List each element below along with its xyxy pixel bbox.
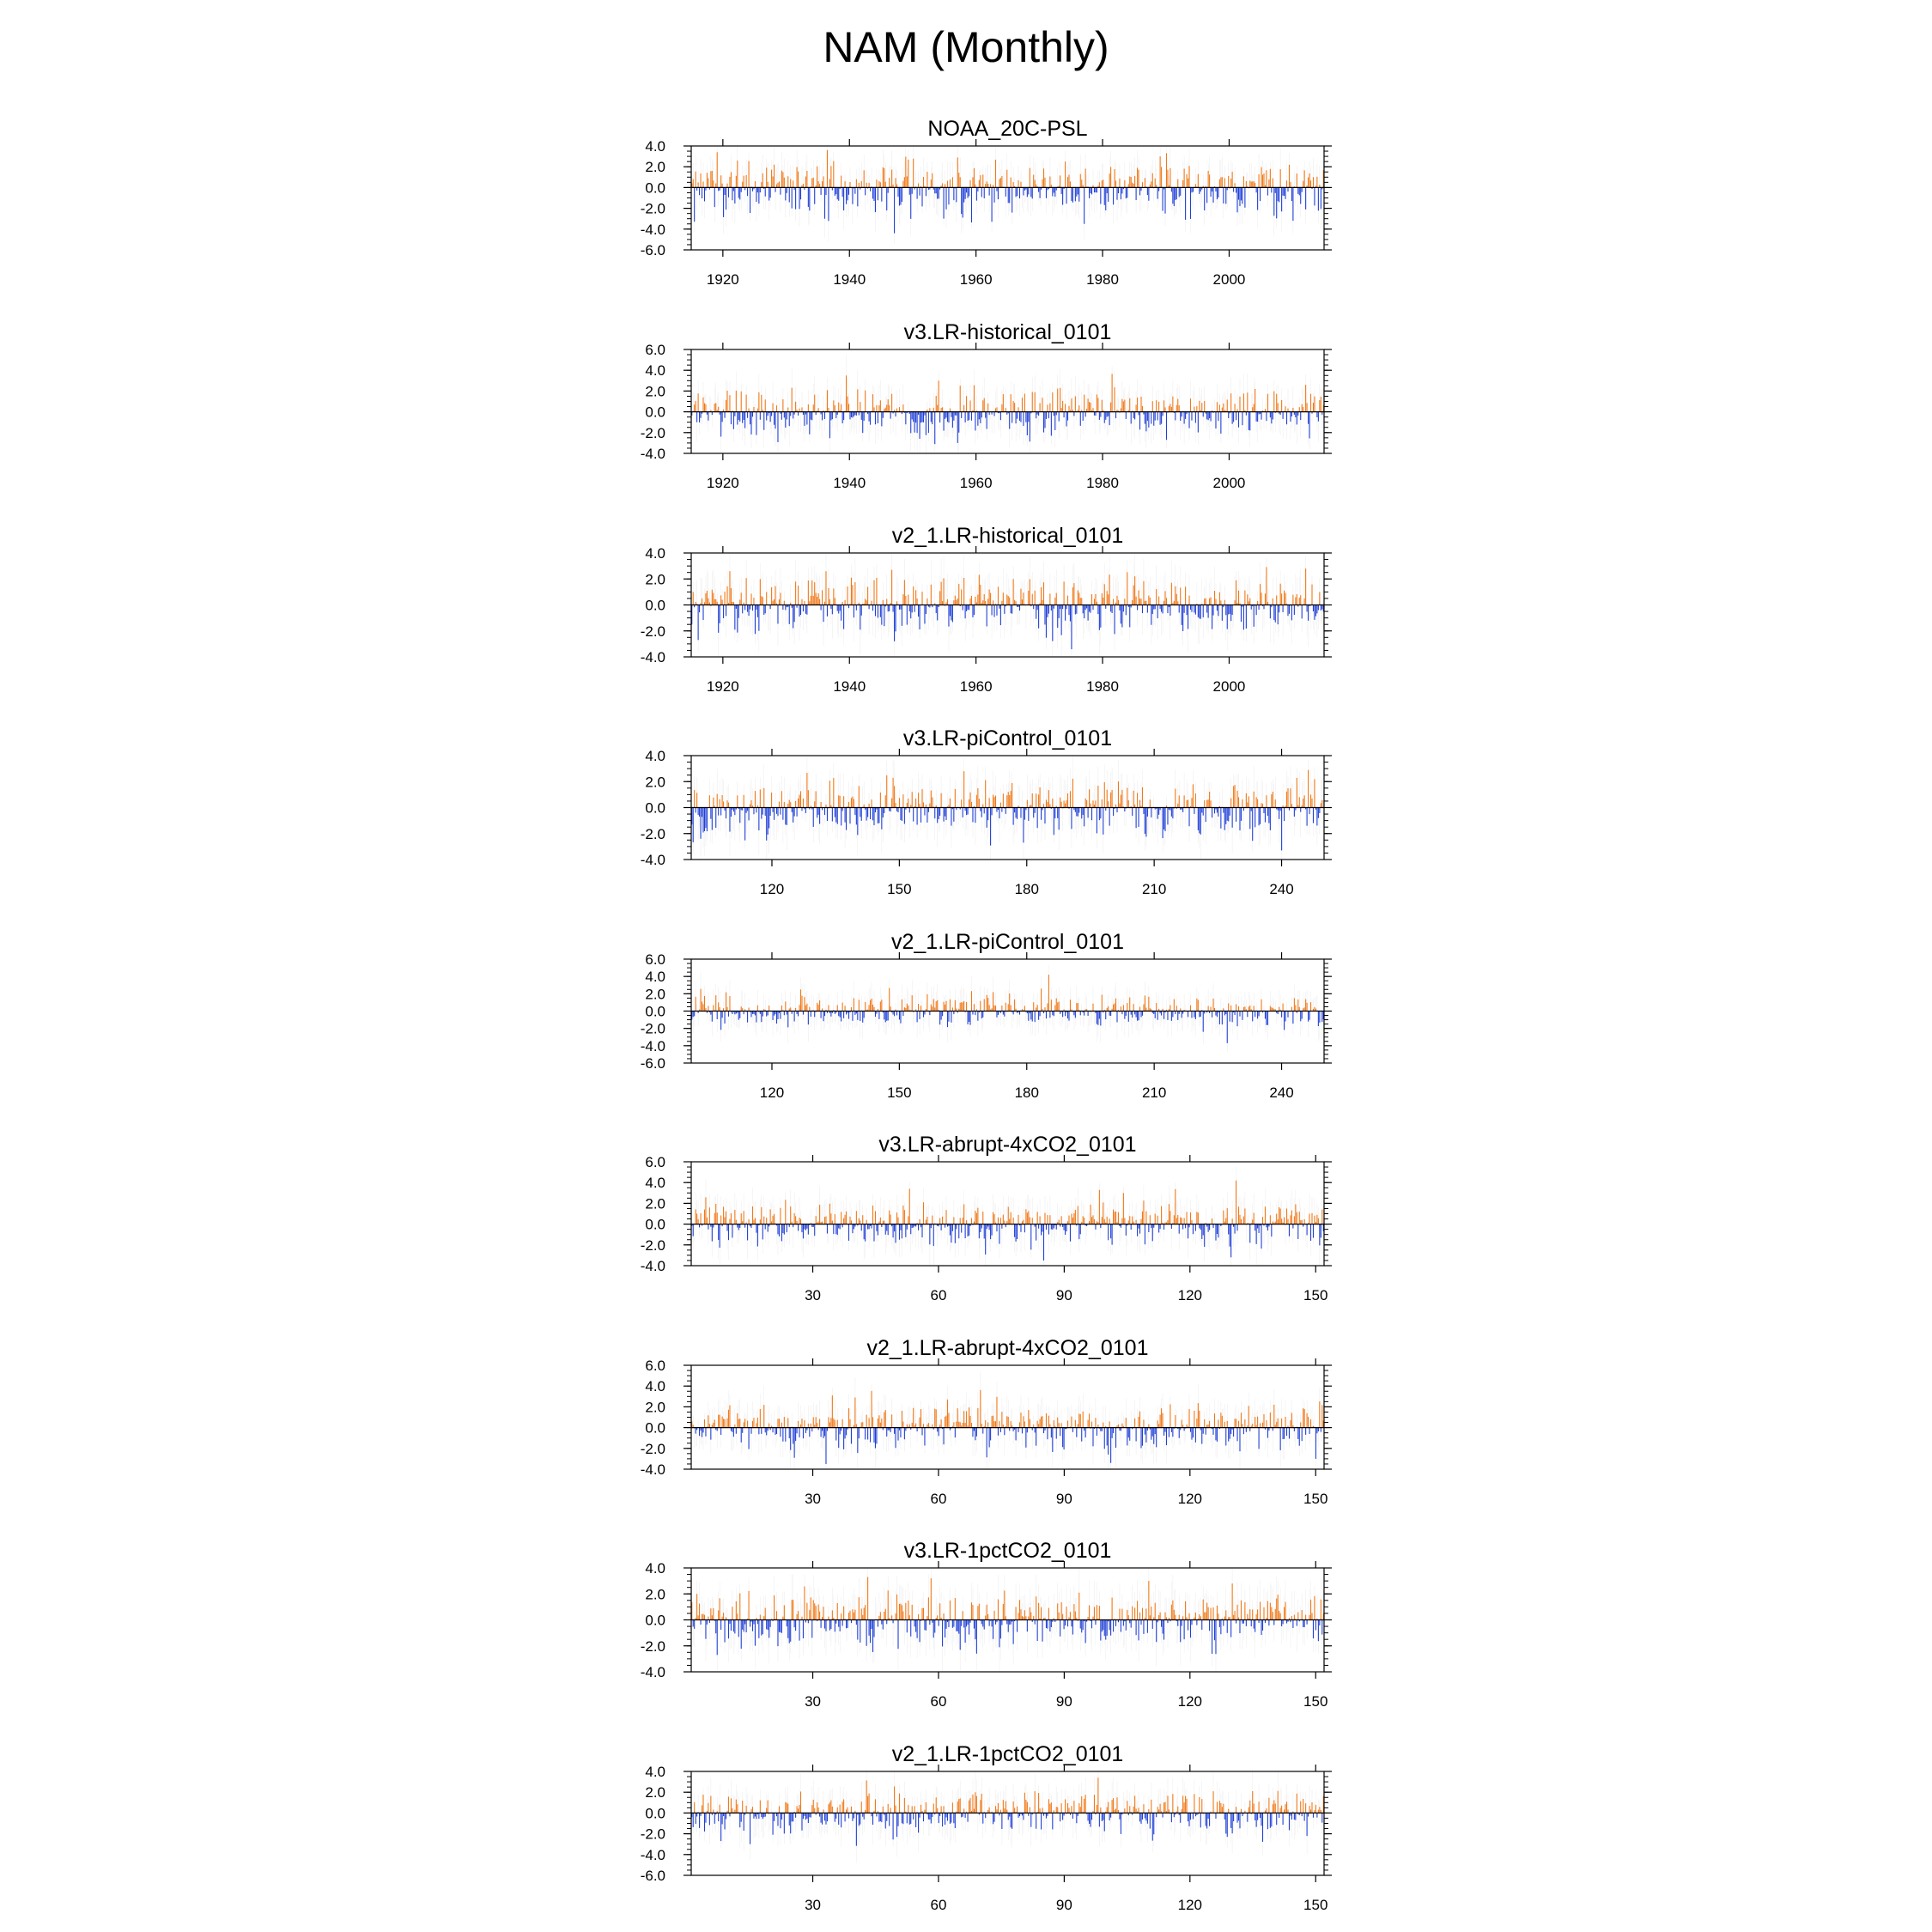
y-tick-label: -6.0 <box>640 242 665 258</box>
y-tick-label: 4.0 <box>645 748 665 764</box>
panel-title: NOAA_20C-PSL <box>927 117 1088 141</box>
y-tick-label: 4.0 <box>645 545 665 562</box>
x-tick-label: 1960 <box>959 475 993 491</box>
y-tick-label: 4.0 <box>645 138 665 155</box>
y-tick-label: 2.0 <box>645 383 665 400</box>
y-tick-label: 2.0 <box>645 571 665 588</box>
y-tick-label: 0.0 <box>645 597 665 614</box>
panel-title: v3.LR-historical_0101 <box>903 320 1112 344</box>
x-tick-label: 240 <box>1269 881 1294 897</box>
y-tick-label: -4.0 <box>640 221 665 238</box>
y-tick-label: 0.0 <box>645 404 665 421</box>
x-tick-label: 1980 <box>1086 475 1119 491</box>
y-tick-label: -2.0 <box>640 623 665 640</box>
panel-title: v2_1.LR-historical_0101 <box>891 524 1124 548</box>
y-tick-label: -2.0 <box>640 200 665 217</box>
x-tick-label: 2000 <box>1212 271 1246 288</box>
x-tick-label: 1960 <box>959 271 993 288</box>
y-tick-label: -2.0 <box>640 825 665 842</box>
x-tick-label: 1980 <box>1086 271 1119 288</box>
x-tick-label: 2000 <box>1212 475 1246 491</box>
y-tick-label: -4.0 <box>640 446 665 462</box>
x-tick-label: 150 <box>887 881 912 897</box>
x-tick-label: 2000 <box>1212 678 1246 695</box>
panel-title: v3.LR-piControl_0101 <box>902 726 1113 750</box>
y-tick-label: -4.0 <box>640 649 665 665</box>
x-tick-label: 1920 <box>706 678 739 695</box>
x-tick-label: 1940 <box>833 271 866 288</box>
panel-title: v2_1.LR-piControl_0101 <box>890 930 1125 954</box>
y-tick-label: 0.0 <box>645 179 665 197</box>
figure-title: NAM (Monthly) <box>823 23 1109 71</box>
x-tick-label: 1920 <box>706 271 739 288</box>
x-tick-label: 120 <box>759 881 785 897</box>
y-tick-label: 2.0 <box>645 159 665 176</box>
x-tick-label: 210 <box>1141 881 1167 897</box>
y-tick-label: 0.0 <box>645 799 665 817</box>
y-tick-label: 6.0 <box>645 342 665 358</box>
x-tick-label: 1960 <box>959 678 993 695</box>
y-tick-label: -2.0 <box>640 424 665 441</box>
x-tick-label: 1940 <box>833 678 866 695</box>
x-tick-label: 1920 <box>706 475 739 491</box>
x-tick-label: 1980 <box>1086 678 1119 695</box>
y-tick-label: 2.0 <box>645 774 665 791</box>
x-tick-label: 1940 <box>833 475 866 491</box>
y-tick-label: -4.0 <box>640 852 665 868</box>
x-tick-label: 180 <box>1014 881 1039 897</box>
y-tick-label: 4.0 <box>645 362 665 380</box>
